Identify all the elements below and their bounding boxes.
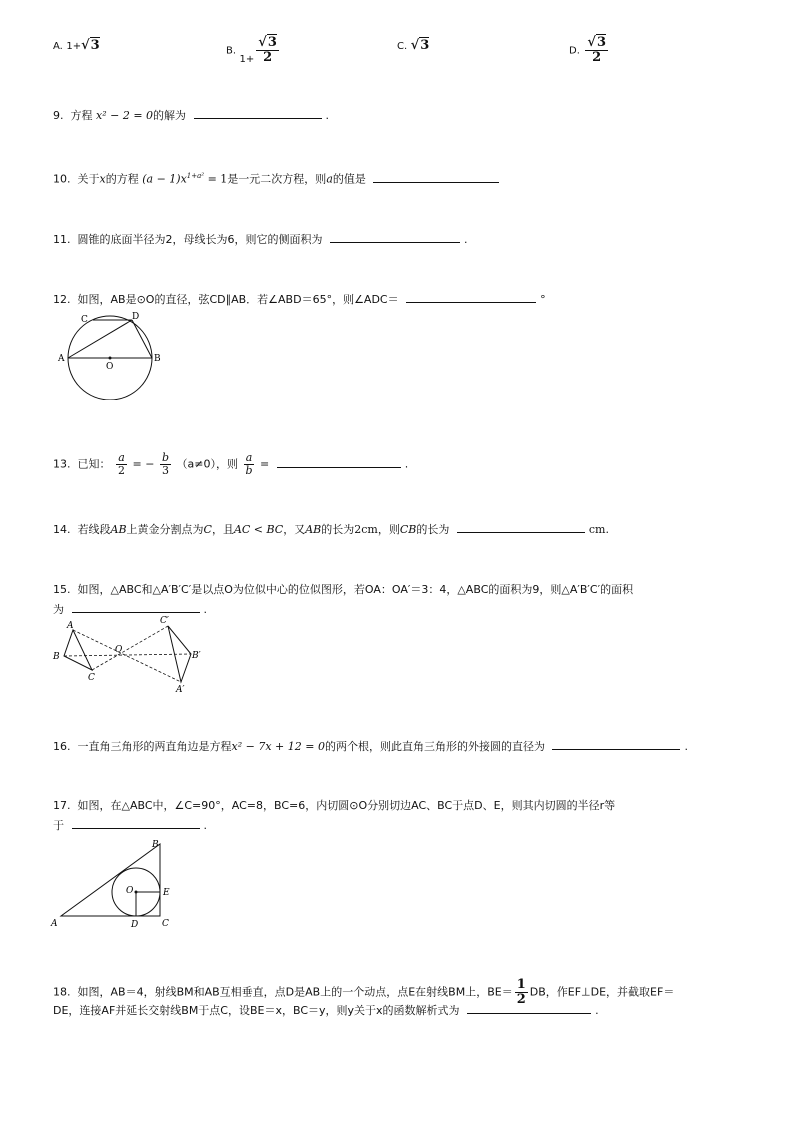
ray-c — [92, 626, 168, 670]
answer-blank[interactable] — [457, 521, 585, 533]
label-a: A — [58, 354, 65, 364]
label-b: B — [152, 840, 159, 850]
segment-ad — [68, 320, 132, 358]
answer-blank[interactable] — [194, 107, 322, 119]
label-b: B — [53, 652, 60, 662]
label-d: D — [131, 920, 139, 930]
question-15-line2: 为 . — [53, 603, 207, 616]
figure-circle-diagram — [55, 310, 170, 400]
label-b: B — [154, 354, 161, 364]
label-o: O — [106, 362, 114, 372]
figure-homothety-diagram — [48, 614, 208, 696]
triangle-abc — [64, 630, 92, 670]
triangle-abc — [61, 844, 160, 916]
question-12: 12. 如图，AB是⊙O的直径，弦CD∥AB．若∠ABD＝65°，则∠ADC＝ ° — [53, 293, 546, 306]
question-18: 18. 如图，AB＝4，射线BM和AB互相垂直，点D是AB上的一个动点，点E在射线BM上，BE＝ $\frac{1}{2}$ DB，作EF⊥DE，并截取EF＝ — [53, 977, 675, 1007]
label-o: O — [126, 886, 134, 896]
figure-incircle-diagram — [48, 835, 183, 931]
answer-blank[interactable] — [406, 291, 536, 303]
option-c: C. √3 — [397, 38, 430, 53]
center-point — [135, 891, 138, 894]
question-15: 15. 如图，△ABC和△A′B′C′是以点O为位似中心的位似图形，若OA：OA′＝3：4，△ABC的面积为9，则△A′B′C′的面积 — [53, 583, 634, 596]
center-point — [109, 357, 112, 360]
label-o: O — [115, 645, 123, 655]
option-a: A. 1+√3 — [53, 38, 100, 53]
answer-blank[interactable] — [72, 601, 200, 613]
label-d: D — [132, 312, 140, 322]
answer-blank[interactable] — [277, 456, 401, 468]
label-c-prime: C′ — [160, 616, 169, 626]
label-c: C — [81, 315, 88, 325]
label-b-prime: B′ — [192, 651, 201, 661]
option-d: D. $\frac{√3}{2}$ — [569, 35, 606, 65]
question-9: 9. 方程 x² − 2 = 0的解为 . — [53, 109, 330, 122]
question-11: 11. 圆锥的底面半径为2，母线长为6，则它的侧面积为 . — [53, 233, 468, 246]
question-14: 14. 若线段AB上黄金分割点为C，且AC < BC，又AB的长为2cm，则CB的长为 cm. — [53, 523, 609, 536]
ray-b — [64, 654, 191, 656]
sqrt-symbol: √3 — [410, 38, 430, 53]
label-a: A — [51, 919, 58, 929]
answer-blank[interactable] — [330, 231, 460, 243]
question-17-line2: 于 . — [53, 819, 207, 832]
question-10: 10. 关于x的方程 $(a - 1)x^{1+a^2} = 1$是一元二次方程，则a的值是 — [53, 169, 503, 187]
question-13: 13. 已知： $\frac{a}{2}$ = − $\frac{b}{3}$ （a≠0），则 $\frac{a}{b}$ = . — [53, 451, 409, 477]
question-17: 17. 如图，在△ABC中，∠C=90°，AC=8，BC=6，内切圆⊙O分别切边AC、BC于点D、E，则其内切圆的半径r等 — [53, 799, 616, 812]
label-a: A — [67, 621, 74, 631]
option-b: B. 1+ $\frac{√3}{2}$ — [226, 35, 277, 65]
label-c: C — [162, 919, 169, 929]
question-16: 16. 一直角三角形的两直角边是方程x² − 7x + 12 = 0的两个根，则此直角三角形的外接圆的直径为 . — [53, 740, 688, 753]
answer-blank[interactable] — [467, 1002, 591, 1014]
answer-blank[interactable] — [552, 738, 680, 750]
label-c: C — [88, 673, 95, 683]
label-e: E — [163, 888, 170, 898]
segment-db — [132, 320, 152, 358]
answer-blank[interactable] — [373, 171, 499, 183]
answer-blank[interactable] — [72, 817, 200, 829]
question-18-line2: DE，连接AF并延长交射线BM于点C，设BE＝x，BC＝y，则y关于x的函数解析式为 . — [53, 1004, 599, 1017]
label-a-prime: A′ — [176, 685, 185, 695]
sqrt-symbol: √3 — [81, 38, 100, 53]
